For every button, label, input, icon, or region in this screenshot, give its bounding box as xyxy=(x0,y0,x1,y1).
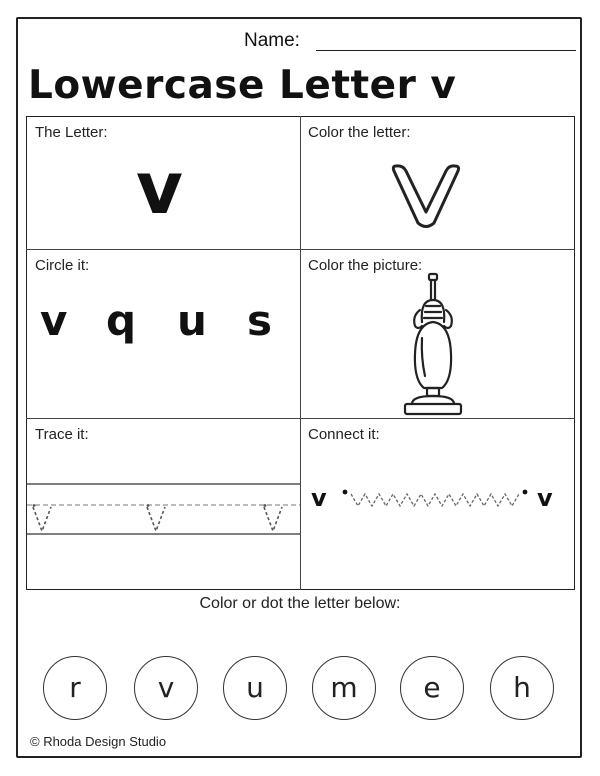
bottom-instruction: Color or dot the letter below: xyxy=(199,595,401,612)
grid-divider-row-1 xyxy=(26,249,575,250)
circle-choice-1[interactable]: v xyxy=(40,296,68,345)
copyright-footer: © Rhoda Design Studio xyxy=(30,734,167,749)
circle-choice-3[interactable]: u xyxy=(177,296,207,345)
bubble-letter-4[interactable]: m xyxy=(312,656,376,720)
circle-choice-4[interactable]: s xyxy=(247,296,272,345)
circle-it-label: Circle it: xyxy=(35,257,90,274)
the-letter-glyph: v xyxy=(136,146,183,230)
name-row xyxy=(244,30,579,54)
connect-dotted-path xyxy=(341,486,533,516)
trace-guide-lines[interactable] xyxy=(27,483,300,535)
color-picture-label: Color the picture: xyxy=(308,257,423,274)
grid-divider-row-2 xyxy=(26,418,575,419)
bubble-letter-5[interactable]: e xyxy=(400,656,464,720)
trace-it-label: Trace it: xyxy=(35,426,89,443)
connect-end-letter: v xyxy=(537,484,553,512)
bubble-letter-1[interactable]: r xyxy=(43,656,107,720)
grid-divider-vertical xyxy=(300,116,301,590)
vacuum-cleaner-icon[interactable] xyxy=(398,272,468,418)
connect-path[interactable] xyxy=(305,486,570,516)
connect-start-letter: v xyxy=(311,484,327,512)
bubble-letter-2[interactable]: v xyxy=(134,656,198,720)
page-title: Lowercase Letter v xyxy=(28,63,457,108)
name-label: Name: xyxy=(244,30,300,51)
bubble-letter-6[interactable]: h xyxy=(490,656,554,720)
name-field[interactable] xyxy=(316,50,576,51)
circle-choice-2[interactable]: q xyxy=(106,296,137,345)
connect-it-label: Connect it: xyxy=(308,426,380,443)
color-letter-label: Color the letter: xyxy=(308,124,411,141)
bubble-letter-3[interactable]: u xyxy=(223,656,287,720)
outline-letter-v-icon[interactable] xyxy=(388,160,464,230)
the-letter-label: The Letter: xyxy=(35,124,108,141)
